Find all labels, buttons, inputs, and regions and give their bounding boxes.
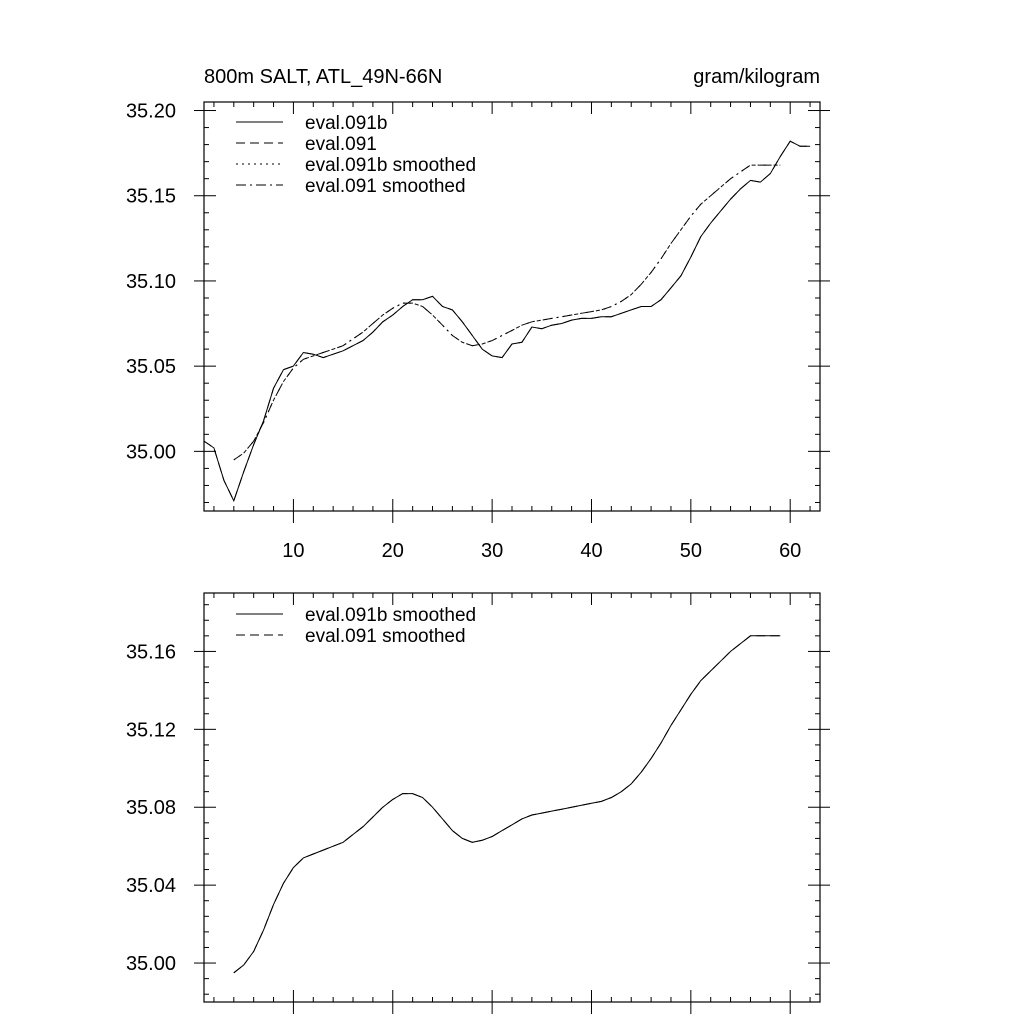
y-tick-label: 35.15 <box>125 185 176 208</box>
y-tick-label: 35.12 <box>125 719 176 742</box>
legend-label: eval.091b smoothed <box>305 155 477 176</box>
x-tick-label: 10 <box>282 540 305 562</box>
series-line <box>234 636 781 973</box>
legend-label: eval.091b smoothed <box>305 605 477 626</box>
legend-label: eval.091 smoothed <box>305 626 466 647</box>
x-tick-label: 20 <box>381 540 404 562</box>
legend-label: eval.091b <box>305 113 388 134</box>
y-tick-label: 35.10 <box>125 270 176 293</box>
series-line <box>204 141 810 501</box>
series-line <box>204 141 810 501</box>
y-tick-label: 35.08 <box>125 797 176 820</box>
x-tick-label: 30 <box>481 540 504 562</box>
chart-title: 800m SALT, ATL_49N-66N <box>204 66 443 88</box>
bottom-plot-panel <box>126 593 830 1014</box>
y-tick-label: 35.16 <box>125 641 176 664</box>
top-plot-panel <box>126 101 830 562</box>
y-tick-label: 35.04 <box>125 875 176 898</box>
units-label: gram/kilogram <box>693 66 820 88</box>
legend-label: eval.091 smoothed <box>305 176 466 197</box>
y-tick-label: 35.00 <box>125 441 176 464</box>
series-line <box>234 165 781 460</box>
series-line <box>234 165 781 460</box>
x-tick-label: 50 <box>679 540 702 562</box>
plot-frame <box>204 102 820 511</box>
legend-label: eval.091 <box>305 134 377 155</box>
y-tick-label: 35.05 <box>125 356 176 379</box>
series-line <box>234 636 781 973</box>
x-tick-label: 40 <box>580 540 603 562</box>
y-tick-label: 35.20 <box>125 100 176 123</box>
y-tick-label: 35.00 <box>125 953 176 976</box>
x-tick-label: 60 <box>779 540 802 562</box>
